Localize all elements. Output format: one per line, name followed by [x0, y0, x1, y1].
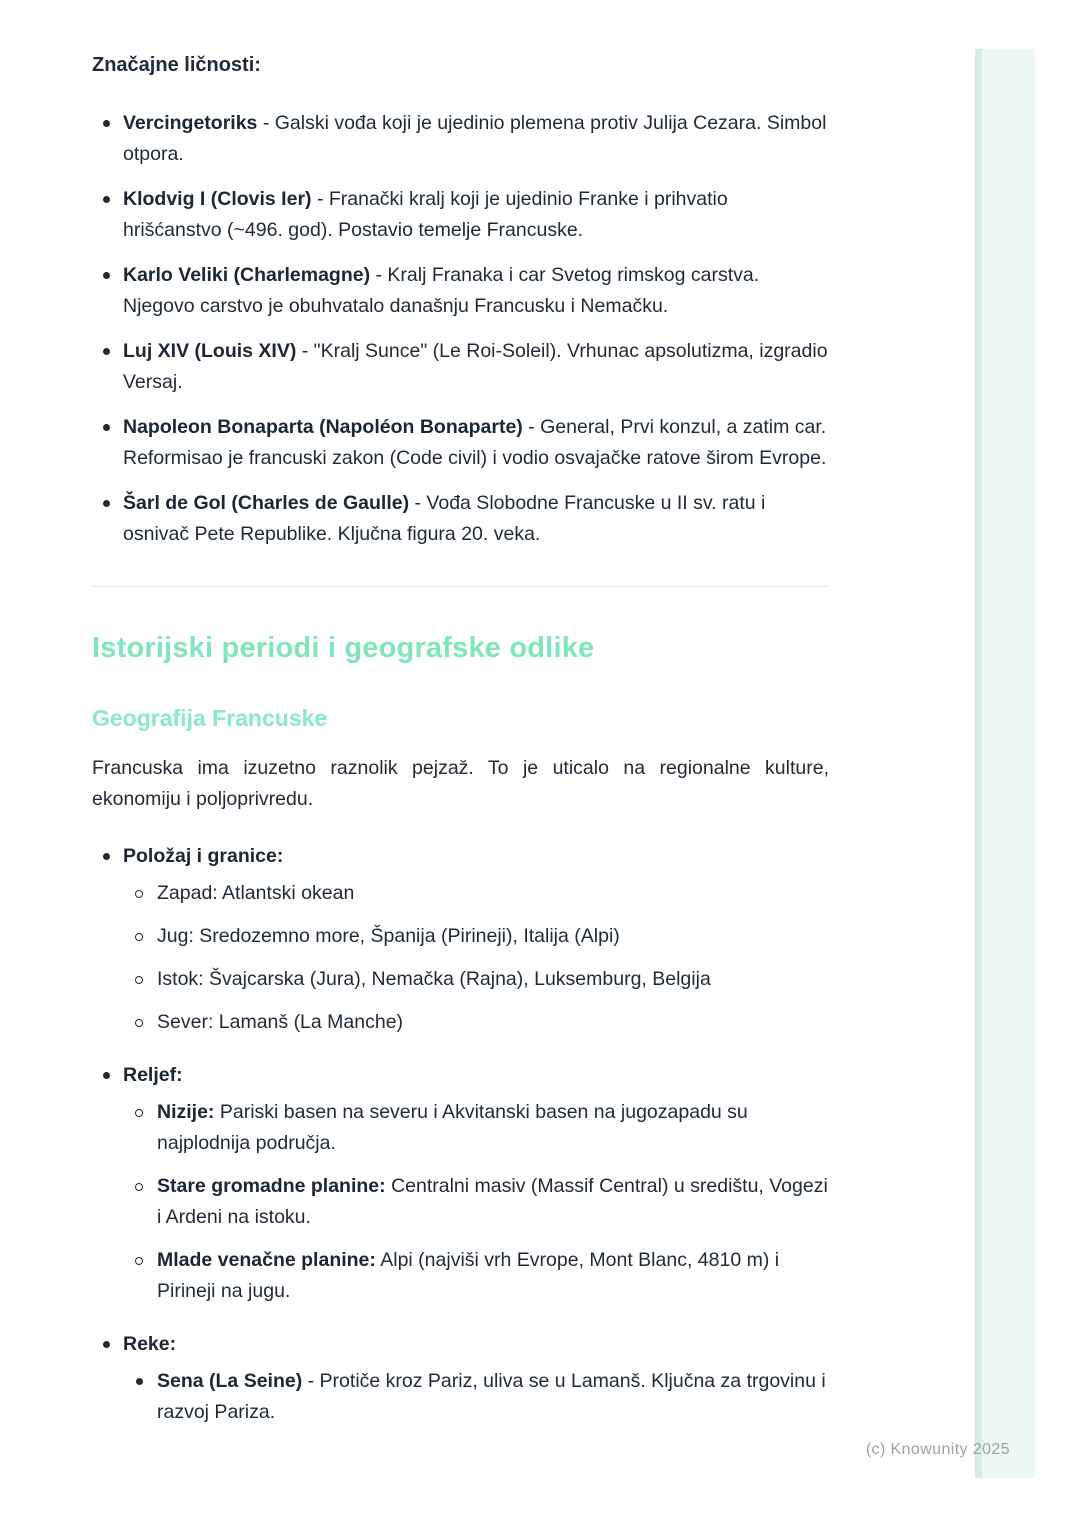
- content-column: [92, 52, 829, 1428]
- person-name: Napoleon Bonaparta (Napoléon Bonaparte): [123, 416, 523, 438]
- circle-bullet-icon: [135, 1183, 143, 1191]
- list-item: [92, 184, 829, 246]
- section-divider: [92, 586, 829, 587]
- person-name: Vercingetoriks: [123, 112, 258, 134]
- sub-list-item: [123, 921, 829, 952]
- sub-item-text: Zapad: Atlantski okean: [157, 882, 355, 904]
- person-name: Klodvig I (Clovis Ier): [123, 188, 312, 210]
- sub-list-item: [123, 1097, 829, 1159]
- circle-bullet-icon: [135, 933, 143, 941]
- person-desc: - "Kralj Sunce" (Le Roi-Soleil). Vrhunac apsolutizma, izgradio Versaj.: [123, 340, 828, 393]
- sub-item-lead: Sena (La Seine): [157, 1370, 303, 1392]
- sub-list-item: [123, 1366, 829, 1428]
- bullet-icon: [103, 1072, 110, 1079]
- person-desc: - Vođa Slobodne Francuske u II sv. ratu i osnivač Pete Republike. Ključna figura 20. veka.: [123, 492, 766, 545]
- circle-bullet-icon: [135, 890, 143, 898]
- bullet-icon: [136, 1378, 143, 1385]
- bullet-icon: [103, 1341, 110, 1348]
- block-heading: Značajne ličnosti:: [92, 54, 261, 76]
- person-desc: - General, Prvi konzul, a zatim car. Reformisao je francuski zakon (Code civil) i vodio osvajačke ratove širom Evrope.: [123, 416, 827, 469]
- geography-list: [92, 841, 829, 1428]
- person-name: Šarl de Gol (Charles de Gaulle): [123, 492, 410, 514]
- person-name: Karlo Veliki (Charlemagne): [123, 264, 371, 286]
- intro-paragraph: Francuska ima izuzetno raznolik pejzaž. To je uticalo na regionalne kulture, ekonomiju i poljoprivredu.: [92, 757, 829, 810]
- person-desc: - Kralj Franaka i car Svetog rimskog carstva. Njegovo carstvo je obuhvatalo današnju Francusku i Nemačku.: [123, 264, 760, 317]
- list-item-rivers: [92, 1329, 829, 1428]
- bullet-icon: [103, 500, 110, 507]
- sub-item-lead: Mlade venačne planine:: [157, 1249, 376, 1271]
- list-item: [92, 108, 829, 170]
- group-label: Reke:: [123, 1333, 177, 1355]
- sub-list-item: [123, 1171, 829, 1233]
- rivers-sublist: [123, 1366, 829, 1428]
- personalities-list: [92, 108, 829, 550]
- sub-item-text: Centralni masiv (Massif Central) u središtu, Vogezi i Ardeni na istoku.: [157, 1175, 828, 1228]
- watermark: (c) Knowunity 2025: [865, 1441, 1010, 1458]
- list-item-relief: [92, 1060, 829, 1307]
- list-item: [92, 336, 829, 398]
- sub-item-text: Pariski basen na severu i Akvitanski basen na jugozapadu su najplodnija područja.: [157, 1101, 748, 1154]
- section-title: Istorijski periodi i geografske odlike: [92, 632, 595, 664]
- bullet-icon: [103, 196, 110, 203]
- group-label: Reljef:: [123, 1064, 183, 1086]
- sub-list-item: [123, 1007, 829, 1038]
- relief-sublist: [123, 1097, 829, 1307]
- list-item: [92, 260, 829, 322]
- sub-item-lead: Nizije:: [157, 1101, 215, 1123]
- bullet-icon: [103, 272, 110, 279]
- subsection-title: Geografija Francuske: [92, 705, 328, 731]
- circle-bullet-icon: [135, 1019, 143, 1027]
- sub-list-item: [123, 1245, 829, 1307]
- sub-item-text: - Protiče kroz Pariz, uliva se u Lamanš. Ključna za trgovinu i razvoj Pariza.: [157, 1370, 826, 1423]
- list-item: [92, 412, 829, 474]
- person-desc: - Galski vođa koji je ujedinio plemena protiv Julija Cezara. Simbol otpora.: [123, 112, 827, 165]
- bullet-icon: [103, 853, 110, 860]
- person-desc: - Franački kralj koji je ujedinio Franke i prihvatio hrišćanstvo (~496. god). Postavio temelje Francuske.: [123, 188, 728, 241]
- list-item-position-borders: [92, 841, 829, 1038]
- bullet-icon: [103, 424, 110, 431]
- sub-item-text: Sever: Lamanš (La Manche): [157, 1011, 404, 1033]
- sub-item-text: Jug: Sredozemno more, Španija (Pirineji), Italija (Alpi): [157, 925, 620, 947]
- circle-bullet-icon: [135, 1109, 143, 1117]
- group-label: Položaj i granice:: [123, 845, 284, 867]
- circle-bullet-icon: [135, 1257, 143, 1265]
- sub-item-lead: Stare gromadne planine:: [157, 1175, 386, 1197]
- circle-bullet-icon: [135, 976, 143, 984]
- sub-item-text: Istok: Švajcarska (Jura), Nemačka (Rajna), Luksemburg, Belgija: [157, 968, 711, 990]
- sub-list-item: [123, 964, 829, 995]
- list-item: [92, 488, 829, 550]
- bullet-icon: [103, 348, 110, 355]
- bullet-icon: [103, 120, 110, 127]
- person-name: Luj XIV (Louis XIV): [123, 340, 297, 362]
- sub-item-text: Alpi (najviši vrh Evrope, Mont Blanc, 4810 m) i Pirineji na jugu.: [157, 1249, 780, 1302]
- sub-list-item: [123, 878, 829, 909]
- decorative-side-bar: [975, 49, 1035, 1478]
- borders-sublist: [123, 878, 829, 1038]
